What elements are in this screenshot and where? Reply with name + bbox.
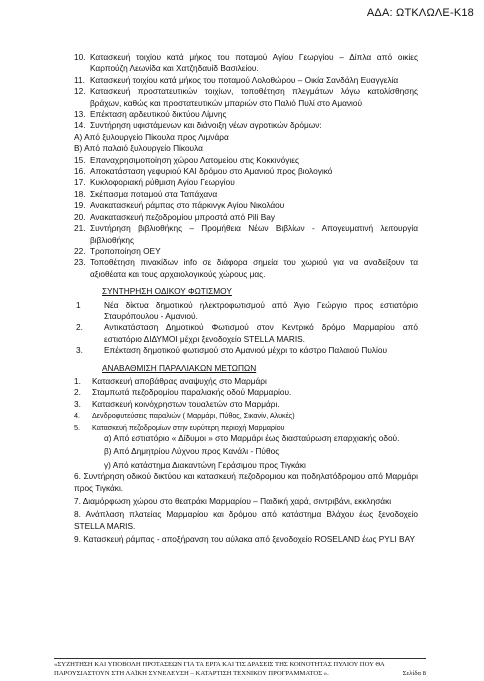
sub-item: β) Από Δημητρίου Λύχνου προς Κανάλι - Πύθος (104, 446, 280, 457)
sub-item: γ) Από κατάστημα Διακαντώνη Γεράσιμου προς Τιγκάκι (104, 459, 306, 470)
numbered-paragraphs (74, 471, 418, 545)
list-item: 3. Κατασκευή κοινόχρηστων τουαλετών στο Μαρμάρι. (74, 398, 280, 409)
list-item: 15. Επαναχρησιμοποίηση χώρου Λατομείου στις Κοκκινόγιες (74, 154, 299, 165)
list-item: 2. Σταμπωτά πεζοδρομίου παραλιακής οδού Μαρμαρίου. (74, 387, 292, 398)
list-item: 10. Κατασκευή τοιχίου κατά μήκος του ποταμού Αγίου Γεωργίου – Δίπλα από οικίες Καρπούζη Λεωνίδα και Χατζηδαυίδ Βασιλείου. (74, 52, 418, 74)
list-item: 22. Τροποποίηση ΟΕΥ (74, 245, 161, 256)
paragraph: 6. Συντήρηση οδικού δικτύου και κατασκευή πεζοδρομιου και ποδηλατόδρομου από Μαρμάρι προς Τιγκάκι. (74, 471, 418, 493)
ada-code: ΑΔΑ: ΩΤΚΛΩΛΕ-Κ18 (366, 7, 474, 19)
list-item: 2. Αντικατάσταση Δημοτικού Φωτισμού στον Κεντρικό δρόμο Μαρμαρίου από εστιατόριο ΔΙΔΥΜΟΙ μέχρι ξενοδοχείο STELLA MARIS. (76, 322, 418, 344)
paragraph: 9. Κατασκευή ράμπας - αποξήρανση του αύλακα από ξενοδοχείο ROSELAND έως PYLI BAY (74, 534, 416, 545)
list-item: 12. Κατασκευή προστατευτικών τοιχίων, τοποθέτηση πλεγμάτων λόγω κατολίσθησης βράχων, καθώς και προστατευτικών μπαριών στο Παλιό Πυλί στο Αμανιού (74, 86, 418, 108)
footer-line: ΠΑΡΟΥΣΙΑΣΤΟΥΝ ΣΤΗ ΛΑΪΚΗ ΣΥΝΕΛΕΥΣΗ – ΚΑΤΑΡΤΙΣΗ ΤΕΧΝΙΚΟΥ ΠΡΟΓΡΑΜΜΑΤΟΣ ». (54, 669, 329, 677)
list-item: 13. Επέκταση αρδευτικού δικτύου Λίμνης (74, 109, 227, 120)
list-item: 17. Κυκλοφοριακή ρύθμιση Αγίου Γεωργίου (74, 177, 235, 188)
lighting-list (74, 300, 418, 357)
list-item: 3. Επέκταση δημοτικού φωτισμού στο Αμανιού μέχρι το κάστρο Παλαιού Πυλίου (76, 345, 388, 356)
page-footer (54, 658, 426, 678)
sub-item: Α) Από ξυλουργείο Πίκουλα προς Λιμνάρα (74, 131, 229, 142)
list-item: 1. Κατασκευή αποβάθρας αναψυχής στο Μαρμάρι (74, 375, 267, 386)
page-number: Σελίδα 8 (402, 669, 426, 677)
list-item: 11. Κατασκευή τοιχίου κατά μήκος του ποταμού Λολοθώρου – Οικία Σανδάλη Ευαγγελία (74, 74, 399, 85)
section-heading-waterfront: ΑΝΑΒΑΘΜΙΣΗ ΠΑΡΑΛΙΑΚΩΝ ΜΕΤΩΠΩΝ (102, 362, 257, 373)
sub-item: α) Από εστιατόριο « Δίδυμοι » στο Μαρμάρι έως διασταύρωση επαρχιακής οδού. (104, 433, 400, 443)
list-item: 23. Τοποθέτηση πινακίδων info σε διάφορα σημεία του χωριού για να αναδείξουν τα αξιοθέατα και τους αρχαιολογικούς χώρους μας. (74, 257, 418, 279)
paragraph: 7. Διαμόρφωση χώρου στο θεατράκι Μαρμαρίου – Παιδική χαρά, σιντριβάνι, εκκλησάκι (74, 496, 392, 507)
list-item: 5. Κατασκευή πεζοδρομίων στην ευρύτερη περιοχή Μαρμαρίου (74, 422, 285, 432)
section-heading-lighting: ΣΥΝΤΗΡΗΣΗ ΟΔΙΚΟΥ ΦΩΤΙΣΜΟΥ (102, 286, 232, 297)
footer-line: «ΣΥΖΗΤΗΣΗ ΚΑΙ ΥΠΟΒΟΛΗ ΠΡΟΤΑΣΕΩΝ ΓΙΑ ΤΑ ΕΡΓΑ ΚΑΙ ΤΙΣ ΔΡΑΣΕΙΣ ΤΗΣ ΚΟΙΝΟΤΗΤΑΣ ΠΥΛΙΟΥ ΠΟΥ ΘΑ (54, 661, 385, 668)
list-item: 20. Ανακατασκευή πεζοδρομίου μπροστά από Pili Bay (74, 211, 276, 222)
list-item: 18. Σκέπασμα ποταμού στα Ταπάχανα (74, 188, 218, 199)
list-item: 21. Συντήρηση βιβλιοθήκης – Προμήθεια Νέων Βιβλίων - Απογευματινή λειτουργία βιβλιοθήκης (74, 223, 418, 245)
list-item: 14. Συντήρηση υφιστάμενων και διάνοιξη νέων αγροτικών δρόμων: (74, 120, 322, 131)
sub-item: Β) Από παλαιό ξυλουργείο Πίκουλα (74, 143, 203, 154)
list-item: 16. Αποκατάσταση γεφυριού ΚΑΙ δρόμου στο Αμανιού προς βιολογικό (74, 166, 333, 177)
works-list (74, 52, 418, 280)
paragraph: 8. Ανάπλαση πλατείας Μαρμαρίου και δρόμου από κατάστημα Βλάχου έως ξενοδοχείο STELLA MARIS. (74, 509, 418, 531)
list-item: 4. Δενδροφυτεύσεις παραλιών ( Μαρμάρι, Πύθος, Σικανίν, Αλυκές) (74, 411, 295, 421)
list-item: 1 Νέα δίκτυα δημοτικού ηλεκτροφωτισμού από Άγιο Γεώργιο προς εστιατόριο Σταυρόπουλου - Αμανιού. (76, 299, 418, 321)
document-body (74, 52, 418, 546)
waterfront-list (74, 376, 418, 471)
list-item: 19. Ανακατασκευή ράμπας στο πάρκινγκ Αγίου Νικολάου (74, 200, 285, 211)
